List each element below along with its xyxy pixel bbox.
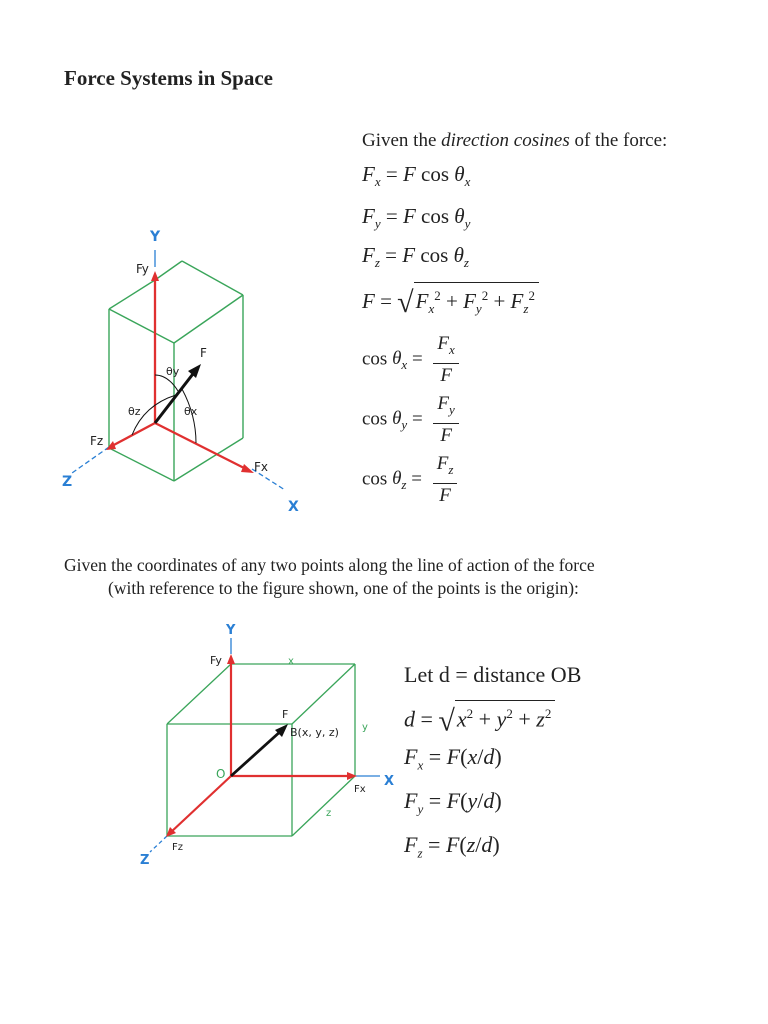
fz-label: Fz	[90, 434, 104, 448]
figure-coordinates	[130, 618, 410, 873]
eq-fy-2: $F_y = F(y/d)$	[404, 788, 502, 817]
fy-arrowhead-2	[227, 654, 235, 664]
eq-f-magnitude: $F = √F_x^2 + F_y^2 + F_z^2$	[362, 282, 539, 320]
force-vector-2	[231, 730, 282, 776]
page-title: Force Systems in Space	[64, 66, 274, 90]
f-label: F	[200, 346, 207, 360]
let-d-line: Let d = distance OB	[404, 662, 582, 687]
x-axis-label-2: X	[384, 774, 395, 789]
y-dim-label: y	[362, 722, 368, 733]
theta-x-label: θx	[184, 405, 198, 418]
eq-fz: $F_z = F$ $\cos \theta_z$	[362, 243, 469, 271]
coordinates-paragraph-line2: (with reference to the figure shown, one of the points is the origin):	[108, 578, 579, 598]
y-axis-label: Y	[150, 229, 161, 245]
z-axis-label: Z	[62, 474, 73, 490]
theta-z-label: θz	[128, 405, 141, 418]
fx-arrowhead	[241, 464, 254, 473]
fz-arrowhead	[106, 441, 116, 450]
eq-fz-2: $F_z = F(z/d)$	[404, 832, 500, 861]
coordinates-paragraph-line1: Given the coordinates of any two points along the line of action of the force	[64, 555, 595, 575]
origin-label: O	[216, 767, 226, 781]
y-axis-label-2: Y	[226, 623, 236, 638]
x-axis-label: X	[288, 499, 299, 515]
theta-y-label: θy	[166, 365, 180, 378]
figure-direction-cosines	[60, 225, 330, 525]
eq-fy: $F_y = F$ $\cos \theta_y$	[362, 204, 471, 232]
eq-cos-x: $\cos \theta_x$ = $\frac{F_x}{F}$	[362, 332, 459, 388]
z-dim-label: z	[326, 808, 332, 819]
point-b-label: B(x, y, z)	[290, 726, 339, 739]
intro-line: Given the direction cosines of the force:	[362, 130, 668, 151]
eq-distance: $d = √x^2 + y^2 + z^2$	[404, 700, 555, 738]
fy-label-2: Fy	[210, 654, 222, 667]
fy-label: Fy	[136, 262, 149, 276]
f-label-2: F	[282, 708, 289, 721]
fx-label-2: Fx	[354, 784, 366, 795]
fx-label: Fx	[254, 460, 269, 474]
force-components-2	[170, 660, 352, 833]
eq-cos-y: $\cos \theta_y$ = $\frac{F_y}{F}$	[362, 392, 459, 448]
fz-label-2: Fz	[172, 842, 184, 853]
x-dim-label: x	[288, 656, 294, 667]
eq-fx: $F_x = F$ $\cos \theta_x$	[362, 162, 471, 190]
eq-cos-z: $\cos \theta_z$ = $\frac{F_z}{F}$	[362, 452, 457, 508]
z-axis-label-2: Z	[140, 853, 150, 868]
eq-fx-2: $F_x = F(x/d)$	[404, 744, 502, 773]
force-components	[110, 277, 250, 471]
fy-arrowhead	[151, 271, 159, 281]
